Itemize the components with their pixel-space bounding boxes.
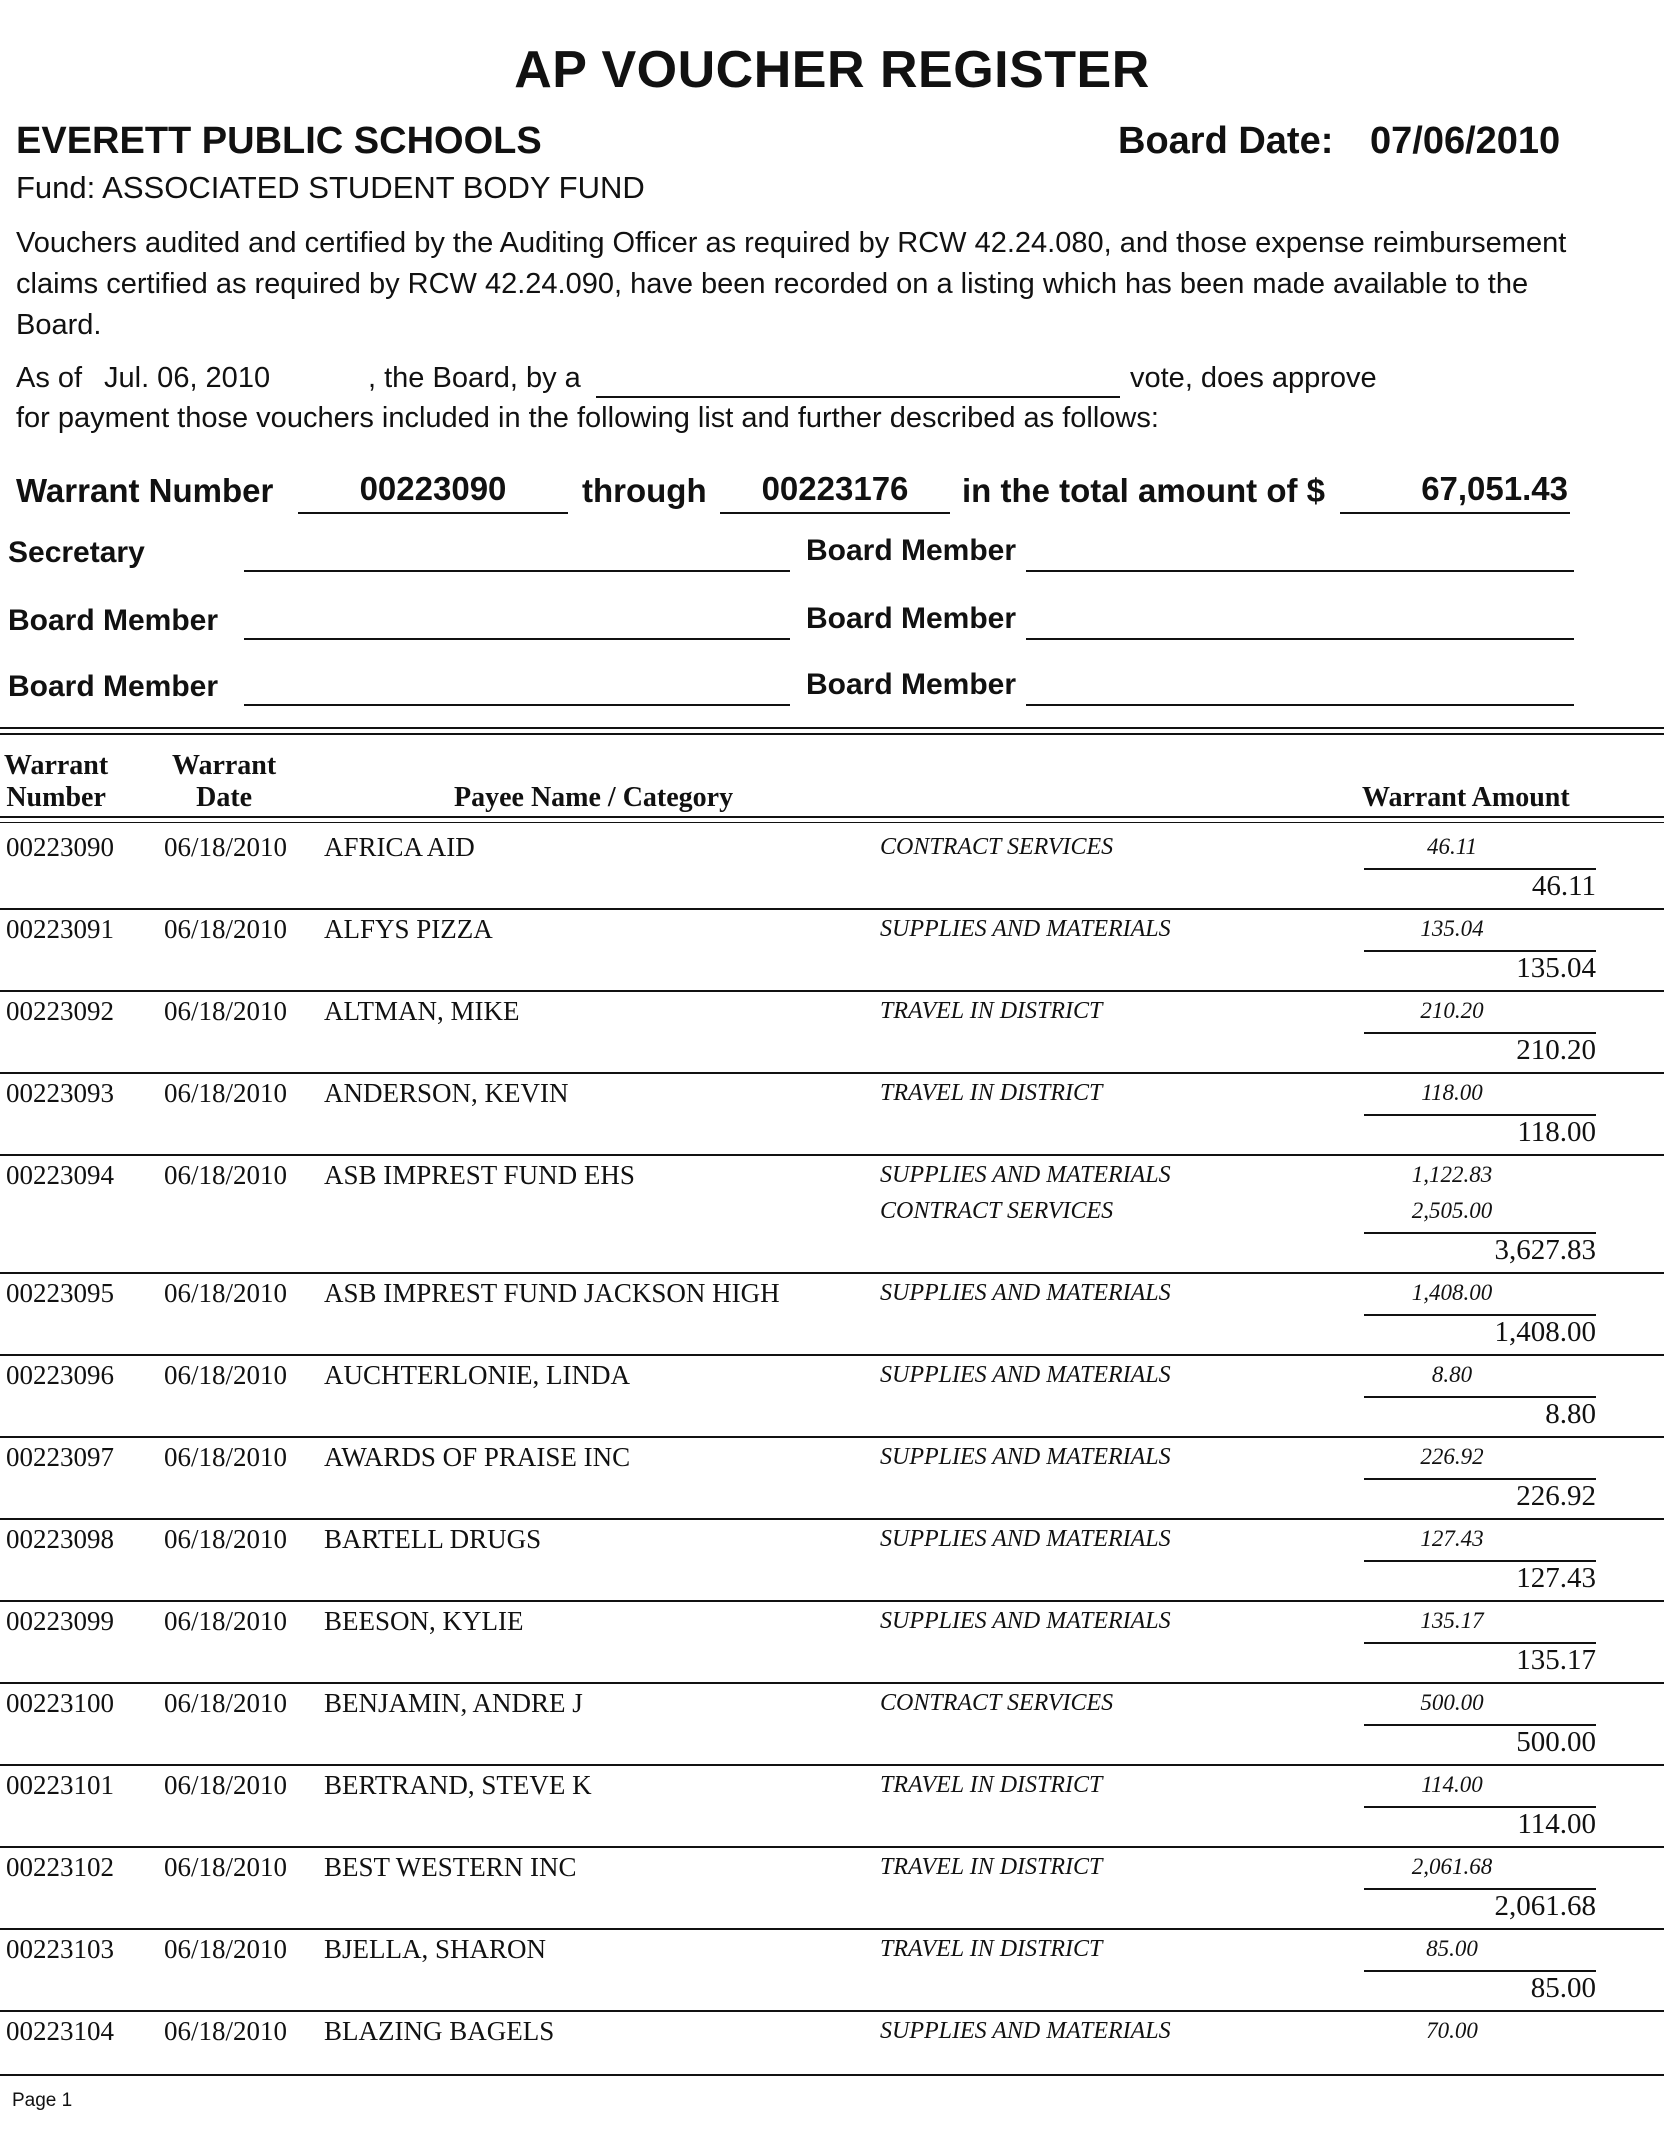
page-number: 1 bbox=[61, 2090, 73, 2111]
table-row bbox=[0, 1518, 1664, 1602]
page-label: Page bbox=[12, 2090, 57, 2111]
secretary-label: Secretary bbox=[8, 536, 145, 569]
line-amount-cell: 135.17 bbox=[1420, 1608, 1484, 1633]
table-row bbox=[0, 1072, 1664, 1156]
payee-name-cell: BEST WESTERN INC bbox=[324, 1852, 577, 1882]
warrant-total-cell: 118.00 bbox=[1517, 1116, 1596, 1148]
warrant-number-cell: 00223091 bbox=[6, 914, 114, 944]
header-warrant-number bbox=[4, 750, 108, 814]
warrant-number-cell: 00223104 bbox=[6, 2016, 114, 2046]
board-member-label: Board Member bbox=[8, 670, 219, 703]
warrant-number-cell: 00223096 bbox=[6, 1360, 114, 1390]
warrant-total-cell: 500.00 bbox=[1516, 1726, 1596, 1758]
board-member-label: Board Member bbox=[806, 668, 1017, 701]
warrant-total-cell: 135.17 bbox=[1516, 1644, 1596, 1676]
payee-name-cell: AFRICA AID bbox=[324, 832, 475, 862]
warrant-total-label: in the total amount of $ bbox=[962, 472, 1325, 509]
board-member-label: Board Member bbox=[806, 602, 1017, 635]
payee-name-cell: BEESON, KYLIE bbox=[324, 1606, 524, 1636]
board-member-signature-line bbox=[244, 702, 790, 706]
board-date-value: 07/06/2010 bbox=[1370, 120, 1561, 162]
section-divider bbox=[0, 727, 1664, 729]
page-title: AP VOUCHER REGISTER bbox=[514, 41, 1150, 99]
board-member-label: Board Member bbox=[806, 534, 1017, 567]
header-payee: Payee Name / Category bbox=[454, 782, 734, 813]
line-amount-cell: 500.00 bbox=[1420, 1690, 1484, 1715]
payee-name-cell: ASB IMPREST FUND EHS bbox=[324, 1160, 635, 1190]
line-amount-cell: 1,122.83 bbox=[1411, 1162, 1493, 1187]
category-cell: SUPPLIES AND MATERIALS bbox=[880, 1362, 1171, 1388]
header-warrant-date-line1: Warrant bbox=[172, 750, 277, 781]
category-cell: TRAVEL IN DISTRICT bbox=[880, 1854, 1103, 1880]
payee-name-cell: BJELLA, SHARON bbox=[324, 1934, 547, 1964]
line-amount-cell: 8.80 bbox=[1431, 1362, 1473, 1387]
category-cell: SUPPLIES AND MATERIALS bbox=[880, 1608, 1171, 1634]
line-amount-cell: 70.00 bbox=[1426, 2018, 1478, 2043]
header-warrant-amount: Warrant Amount bbox=[1362, 782, 1570, 813]
payment-text: for payment those vouchers included in the following list and further described as follows: bbox=[16, 402, 1159, 434]
warrant-number-label: Warrant Number bbox=[16, 472, 274, 509]
organization-name: EVERETT PUBLIC SCHOOLS bbox=[16, 120, 542, 162]
category-cell: TRAVEL IN DISTRICT bbox=[880, 1772, 1103, 1798]
warrant-number-cell: 00223100 bbox=[6, 1688, 114, 1718]
warrant-number-cell: 00223098 bbox=[6, 1524, 114, 1554]
payee-name-cell: BLAZING BAGELS bbox=[324, 2016, 555, 2046]
warrant-total-cell: 85.00 bbox=[1530, 1972, 1596, 2004]
payee-name-cell: BERTRAND, STEVE K bbox=[324, 1770, 592, 1800]
table-row bbox=[0, 1846, 1664, 1930]
board-member-signature-line bbox=[1026, 636, 1574, 640]
warrant-total-cell: 127.43 bbox=[1516, 1562, 1596, 1594]
warrant-date-cell: 06/18/2010 bbox=[164, 1770, 288, 1800]
line-amount-cell: 85.00 bbox=[1426, 1936, 1478, 1961]
warrant-date-cell: 06/18/2010 bbox=[164, 2016, 288, 2046]
header-warrant-number-line1: Warrant bbox=[4, 750, 109, 781]
line-amount-cell: 1,408.00 bbox=[1411, 1280, 1493, 1305]
payee-name-cell: AUCHTERLONIE, LINDA bbox=[324, 1360, 630, 1390]
header-divider bbox=[0, 816, 1664, 818]
table-row bbox=[0, 1600, 1664, 1684]
table-row bbox=[0, 1764, 1664, 1848]
category-cell: CONTRACT SERVICES bbox=[880, 834, 1114, 860]
line-amount-cell: 135.04 bbox=[1420, 916, 1484, 941]
warrant-through-label: through bbox=[582, 472, 707, 509]
line-amount-cell: 2,505.00 bbox=[1411, 1198, 1493, 1223]
board-member-label: Board Member bbox=[8, 604, 219, 637]
board-date-label: Board Date: bbox=[1118, 120, 1334, 162]
payee-name-cell: BARTELL DRUGS bbox=[324, 1524, 542, 1554]
payee-name-cell: ALTMAN, MIKE bbox=[324, 996, 520, 1026]
warrant-total-cell: 114.00 bbox=[1517, 1808, 1596, 1840]
warrant-number-cell: 00223090 bbox=[6, 832, 114, 862]
board-by-text: , the Board, by a bbox=[368, 362, 581, 394]
line-amount-cell: 118.00 bbox=[1421, 1080, 1483, 1105]
board-member-signature-line bbox=[244, 636, 790, 640]
line-amount-cell: 127.43 bbox=[1420, 1526, 1484, 1551]
warrant-total-value: 67,051.43 bbox=[1340, 470, 1570, 514]
board-member-signature-line bbox=[1026, 702, 1574, 706]
table-row bbox=[0, 908, 1664, 992]
category-cell: SUPPLIES AND MATERIALS bbox=[880, 2018, 1171, 2044]
certification-text: Vouchers audited and certified by the Auditing Officer as required by RCW 42.24.080, and those expense reimbursement claims certified as required by RCW 42.24.090, have been recorded on a listing which has been made available to the Board. bbox=[16, 227, 1567, 341]
warrant-total-cell: 3,627.83 bbox=[1494, 1234, 1596, 1266]
table-row bbox=[0, 1928, 1664, 2012]
warrant-number-cell: 00223099 bbox=[6, 1606, 114, 1636]
payee-name-cell: AWARDS OF PRAISE INC bbox=[324, 1442, 631, 1472]
warrant-date-cell: 06/18/2010 bbox=[164, 1160, 288, 1190]
secretary-signature-line bbox=[244, 568, 790, 572]
payee-name-cell: ASB IMPREST FUND JACKSON HIGH bbox=[324, 1278, 780, 1308]
warrant-date-cell: 06/18/2010 bbox=[164, 1852, 288, 1882]
category-cell: TRAVEL IN DISTRICT bbox=[880, 1936, 1103, 1962]
warrant-date-cell: 06/18/2010 bbox=[164, 832, 288, 862]
category-cell: SUPPLIES AND MATERIALS bbox=[880, 1526, 1171, 1552]
line-amount-cell: 46.11 bbox=[1426, 834, 1478, 859]
line-amount-cell: 210.20 bbox=[1420, 998, 1484, 1023]
warrant-number-cell: 00223094 bbox=[6, 1160, 114, 1190]
warrant-total-cell: 226.92 bbox=[1516, 1480, 1596, 1512]
warrant-number-cell: 00223097 bbox=[6, 1442, 114, 1472]
fund-line: Fund: ASSOCIATED STUDENT BODY FUND bbox=[16, 170, 645, 205]
category-cell: SUPPLIES AND MATERIALS bbox=[880, 1162, 1171, 1188]
table-row bbox=[0, 1154, 1664, 1274]
warrant-total-cell: 1,408.00 bbox=[1494, 1316, 1596, 1348]
warrant-date-cell: 06/18/2010 bbox=[164, 1524, 288, 1554]
table-row bbox=[0, 2010, 1664, 2076]
warrant-total-cell: 46.11 bbox=[1531, 870, 1596, 902]
warrant-total-cell: 135.04 bbox=[1516, 952, 1596, 984]
table-row bbox=[0, 1682, 1664, 1766]
warrant-date-cell: 06/18/2010 bbox=[164, 1278, 288, 1308]
line-amount-cell: 114.00 bbox=[1421, 1772, 1483, 1797]
warrant-date-cell: 06/18/2010 bbox=[164, 1360, 288, 1390]
category-cell: SUPPLIES AND MATERIALS bbox=[880, 916, 1171, 942]
category-cell: SUPPLIES AND MATERIALS bbox=[880, 1444, 1171, 1470]
header-warrant-date bbox=[172, 750, 276, 814]
payee-name-cell: BENJAMIN, ANDRE J bbox=[324, 1688, 583, 1718]
payee-name-cell: ANDERSON, KEVIN bbox=[324, 1078, 569, 1108]
line-amount-cell: 2,061.68 bbox=[1411, 1854, 1493, 1879]
page-footer bbox=[12, 2090, 72, 2112]
warrant-date-cell: 06/18/2010 bbox=[164, 1934, 288, 1964]
header-divider bbox=[0, 822, 1664, 823]
board-member-signature-line bbox=[1026, 568, 1574, 572]
warrant-number-cell: 00223095 bbox=[6, 1278, 114, 1308]
table-row bbox=[0, 990, 1664, 1074]
warrant-date-cell: 06/18/2010 bbox=[164, 1442, 288, 1472]
warrant-date-cell: 06/18/2010 bbox=[164, 914, 288, 944]
table-row bbox=[0, 1436, 1664, 1520]
warrant-date-cell: 06/18/2010 bbox=[164, 1606, 288, 1636]
header-warrant-number-line2: Number bbox=[6, 782, 106, 813]
as-of-date: Jul. 06, 2010 bbox=[104, 362, 271, 394]
table-row bbox=[0, 1354, 1664, 1438]
category-cell: TRAVEL IN DISTRICT bbox=[880, 1080, 1103, 1106]
warrant-number-cell: 00223093 bbox=[6, 1078, 114, 1108]
warrant-number-cell: 00223102 bbox=[6, 1852, 114, 1882]
table-row bbox=[0, 826, 1664, 910]
category-cell: TRAVEL IN DISTRICT bbox=[880, 998, 1103, 1024]
warrant-total-cell: 8.80 bbox=[1545, 1398, 1596, 1430]
category-cell: CONTRACT SERVICES bbox=[880, 1690, 1114, 1716]
warrant-from-value: 00223090 bbox=[298, 470, 568, 514]
warrant-number-cell: 00223101 bbox=[6, 1770, 114, 1800]
warrant-number-cell: 00223092 bbox=[6, 996, 114, 1026]
section-divider bbox=[0, 733, 1664, 735]
line-amount-cell: 226.92 bbox=[1420, 1444, 1484, 1469]
category-cell: SUPPLIES AND MATERIALS bbox=[880, 1280, 1171, 1306]
as-of-label: As of bbox=[16, 362, 83, 394]
vote-blank-line bbox=[596, 396, 1120, 398]
warrant-to-value: 00223176 bbox=[720, 470, 950, 514]
header-warrant-date-line2: Date bbox=[196, 782, 253, 813]
warrant-number-cell: 00223103 bbox=[6, 1934, 114, 1964]
table-row bbox=[0, 1272, 1664, 1356]
warrant-date-cell: 06/18/2010 bbox=[164, 996, 288, 1026]
warrant-date-cell: 06/18/2010 bbox=[164, 1688, 288, 1718]
vote-text: vote, does approve bbox=[1130, 362, 1377, 394]
category-cell: CONTRACT SERVICES bbox=[880, 1198, 1114, 1224]
warrant-date-cell: 06/18/2010 bbox=[164, 1078, 288, 1108]
warrant-total-cell: 210.20 bbox=[1516, 1034, 1596, 1066]
payee-name-cell: ALFYS PIZZA bbox=[324, 914, 493, 944]
warrant-total-cell: 2,061.68 bbox=[1494, 1890, 1596, 1922]
